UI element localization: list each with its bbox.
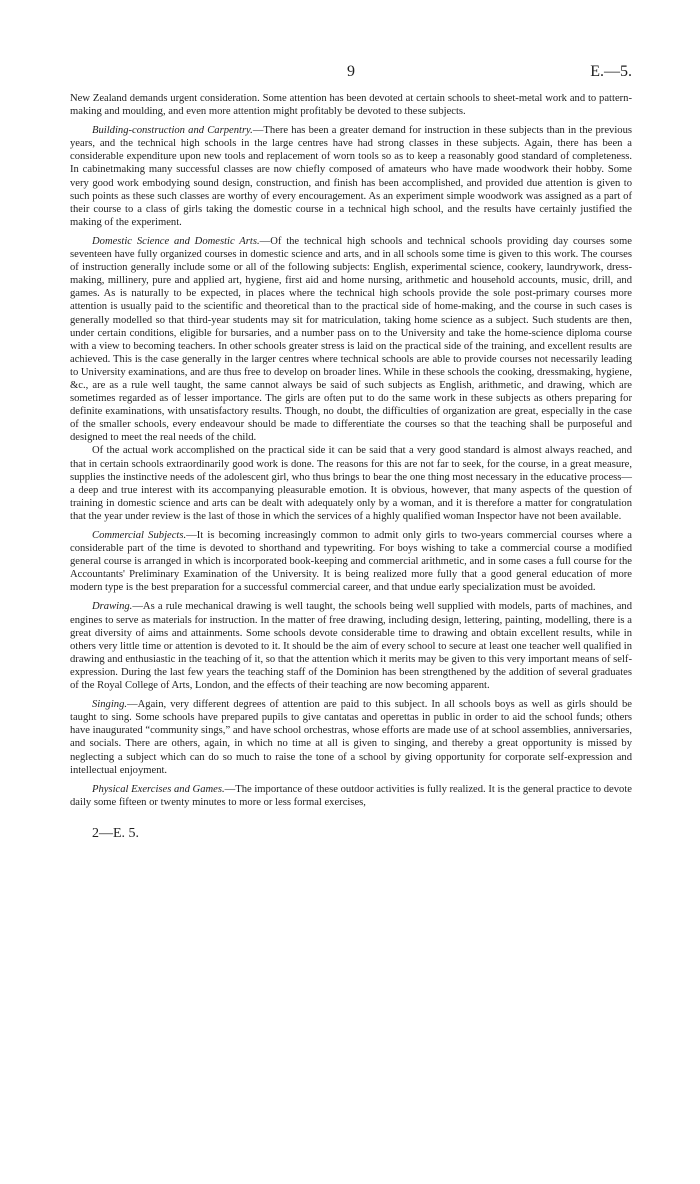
- document-page: [70, 62, 632, 843]
- paragraph-continuation: [70, 92, 632, 118]
- paragraph-heading: Drawing.: [92, 601, 133, 613]
- page-number: 9: [347, 63, 355, 80]
- paragraph-text: —As a rule mechanical drawing is well taught, the schools being well supplied with models, parts of machines, and engines to serve as materials for instruction. In the matter of free drawing, including design, lettering, painting, modelling, there is a great diversity of aims and attainments. Some schools devote considerable time to drawing and obtain excellent results, while in others very little time or attention is devoted to it. It should be the aim of every school to secure at least one teacher well qualified in drawing and enthusiastic in the teaching of it, so that the attention which it merits may be given to this very important means of self-expression. During the last few years the teaching staff of the Dominion has been strengthened by the addition of several graduates of the Royal College of Arts, London, and the effects of their teaching are now becoming apparent.: [70, 601, 632, 692]
- paragraph-singing: [70, 698, 632, 777]
- paragraph-text: —The importance of these outdoor activities is fully realized. It is the general practice to devote daily some fifteen or twenty minutes to more or less formal exercises,: [70, 783, 632, 808]
- paragraph-text: New Zealand demands urgent consideration. Some attention has been devoted at certain schools to sheet-metal work and to pattern-making and moulding, and even more attention might profitably be devoted to these subjects.: [70, 93, 632, 118]
- paragraph-text: —There has been a greater demand for instruction in these subjects than in the previous years, and the technical high schools in the large centres have had strong classes in these subjects. Again, there has been a considerable expenditure upon new tools and replacement of worn tools so as to keep a reasonably good standard of completeness. In cabinetmaking many successful classes are now chiefly composed of amateurs who have made woodwork their hobby. Some very good work embodying sound design, construction, and finish has been accomplished, and provided due attention is given to such points as these such classes are worthy of every encouragement. As an experiment simple woodwork was assigned as a part of their course to a class of girls taking the domestic course in a technical high school, and the results have certainly justified the making of the experiment.: [70, 125, 632, 228]
- paragraph-text: —It is becoming increasingly common to admit only girls to two-years commercial courses where a considerable part of the time is devoted to shorthand and typewriting. For boys wishing to take a commercial course a modified general course is arranged in which is incorporated book-keeping and commercial arithmetic, and in some cases a full course for the Accountants' Preliminary Examination of the University. It is being realized more fully that a good general education of more modern type is the best preparation for a successful commercial career, and that undue early specialization must be avoided.: [70, 530, 632, 594]
- paragraph-heading: Commercial Subjects.: [92, 530, 187, 541]
- paragraph-heading: Building-construction and Carpentry.: [92, 125, 253, 137]
- paragraph-practical-work: [70, 444, 632, 523]
- paragraph-text: Of the actual work accomplished on the practical side it can be said that a very good standard is almost always reached, and that in certain schools extraordinarily good work is done. The reasons for this are not far to seek, for the course, in a great measure, supplies the instinctive needs of the adolescent girl, who thus brings to bear the one thing most necessary in the educative process—a deep and true interest with its accompanying pleasurable emotion. It is obvious, however, that many aspects of the question of training in domestic science and arts can be dealt with adequately only by a woman, and it is therefore a matter for congratulation that the year under review is the last of those in which the services of a highly qualified woman Inspector have not been available.: [70, 445, 632, 522]
- paragraph-domestic-science: [70, 235, 632, 445]
- page-signature: 2—E. 5.: [92, 825, 140, 841]
- page-header: [70, 62, 632, 92]
- paragraph-physical-exercises: [70, 783, 632, 809]
- document-reference: E.—5.: [590, 63, 632, 80]
- paragraph-drawing: [70, 600, 632, 692]
- paragraph-commercial-subjects: [70, 529, 632, 594]
- paragraph-heading: Singing.: [92, 699, 128, 711]
- paragraph-text: —Of the technical high schools and technical schools providing day courses some seventeen have fully organized courses in domestic science and arts, and in all schools some time is given to this work. The courses of instruction generally include some or all of the following subjects: English, experimental science, cookery, laundrywork, dress-making, millinery, pure and applied art, hygiene, first aid and home nursing, arithmetic and household accounts, music, drill, and games. As is naturally to be expected, in places where the technical high schools provide the sole post-primary courses more attention is usually paid to the scientific and theoretical than to the practical side of home-making, and the course in such cases is generally modelled so that third-year students may sit for matriculation, taking home science as a subject. Such students are then, under certain conditions, eligible for bursaries, and a number pass on to the University and take the home-science diploma course with a view to becoming teachers. In other schools greater stress is laid on the practical side of the training, and excellent results are achieved. This is the case generally in the larger centres where technical schools are able to provide courses not necessarily leading to University examinations, and are thus free to develop on broader lines. While in these schools the cooking, dressmaking, hygiene, &c., are as a rule well taught, the same cannot always be said of such subjects as English, arithmetic, and drawing, which are sometimes regarded as of lesser importance. The girls are often put to do the same work in these subjects as others preparing for definite examinations, with unsatisfactory results. Though, no doubt, the difficulties of organization are great, especially in the case of the smaller schools, every endeavour should be made to differentiate the courses so that the teaching shall be purposeful and designed to meet the real needs of the child.: [70, 235, 632, 444]
- paragraph-text: —Again, very different degrees of attention are paid to this subject. In all schools boys as well as girls should be taught to sing. Some schools have prepared pupils to give cantatas and operettas in public in order to aid the school funds; others have inaugurated “community sings,” and have school orchestras, whose efforts are made use of at school assemblies, anniversaries, and socials. There are others, again, in which no time at all is given to singing, and thereby a great opportunity is missed by neglecting a subject which can do so much to raise the tone of a school by giving opportunity for corporate self-expression and intellectual enjoyment.: [70, 699, 632, 776]
- paragraph-building-construction: [70, 124, 632, 229]
- paragraph-heading: Domestic Science and Domestic Arts.: [92, 235, 260, 247]
- paragraph-heading: Physical Exercises and Games.: [92, 783, 225, 795]
